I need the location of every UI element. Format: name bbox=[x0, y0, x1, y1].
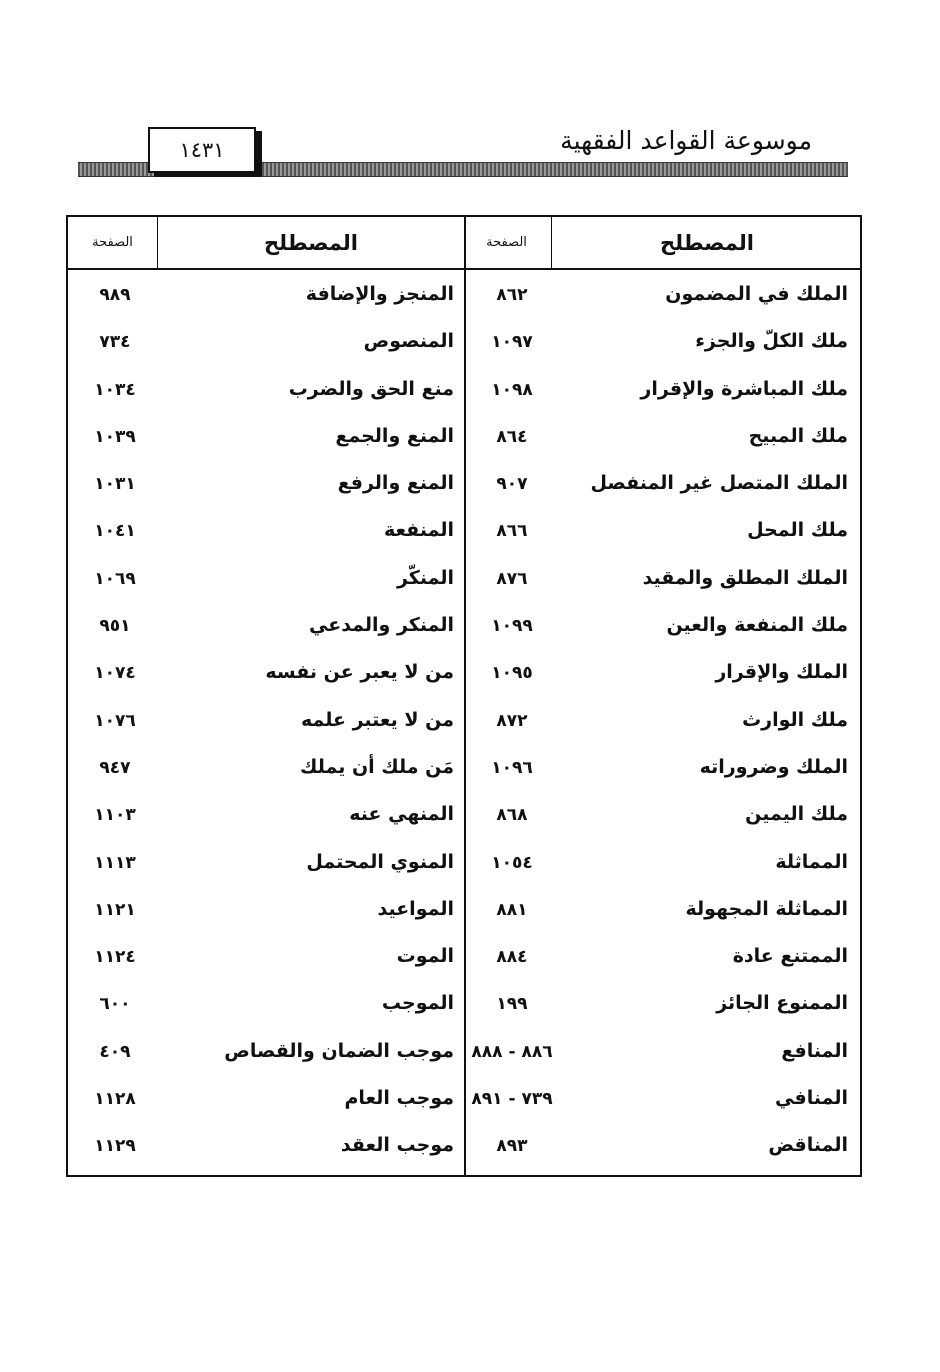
column-header bbox=[462, 217, 860, 270]
table-row bbox=[462, 890, 860, 937]
term-text: الموت bbox=[396, 945, 454, 968]
table-row bbox=[462, 511, 860, 558]
term-text: موجب العام bbox=[344, 1087, 454, 1110]
page-ref: ٩٤٧ bbox=[99, 757, 131, 778]
page-ref: ١٠٣١ bbox=[94, 474, 136, 495]
page-ref: ٦٠٠ bbox=[99, 994, 131, 1015]
page-ref: ١١٠٣ bbox=[94, 805, 136, 826]
right-column bbox=[462, 217, 860, 1175]
table-row bbox=[462, 275, 860, 322]
table-row bbox=[68, 748, 464, 795]
page-ref: ٨٦٢ bbox=[496, 285, 528, 305]
page-ref: ١٠٧٤ bbox=[94, 663, 136, 684]
page-ref: ١١١٣ bbox=[94, 852, 136, 873]
page-ref: ٧٣٩ - ٨٩١ bbox=[471, 1089, 553, 1110]
page-ref: ١٠٩٨ bbox=[491, 379, 533, 400]
term-text: منع الحق والضرب bbox=[288, 377, 454, 400]
term-text: الملك والإقرار bbox=[715, 661, 848, 684]
page-header bbox=[0, 0, 940, 200]
term-text: المنع والجمع bbox=[335, 424, 454, 447]
term-text: ملك المباشرة والإقرار bbox=[640, 377, 848, 400]
page-ref: ١٠٤١ bbox=[94, 521, 136, 542]
term-text: الملك المطلق والمقيد bbox=[642, 566, 848, 589]
page-ref: ٧٣٤ bbox=[99, 332, 131, 353]
table-row bbox=[462, 795, 860, 842]
table-row bbox=[68, 606, 464, 653]
table-row bbox=[462, 1032, 860, 1079]
term-text: موجب الضمان والقصاص bbox=[224, 1039, 454, 1062]
table-row bbox=[68, 890, 464, 937]
term-text: الموجب bbox=[381, 992, 454, 1015]
table-row bbox=[68, 464, 464, 511]
term-text: ملك المحل bbox=[747, 519, 848, 542]
page-ref: ٩٠٧ bbox=[496, 474, 528, 495]
table-row bbox=[68, 370, 464, 417]
page-ref: ١٠٣٩ bbox=[94, 426, 136, 447]
page-ref: ٨٩٣ bbox=[496, 1136, 528, 1157]
page-ref: ٨٨٤ bbox=[496, 947, 528, 968]
term-header: المصطلح bbox=[263, 230, 359, 255]
term-text: ملك اليمين bbox=[745, 803, 848, 826]
term-text: الملك وضروراته bbox=[699, 755, 848, 778]
table-row bbox=[68, 653, 464, 700]
table-row bbox=[68, 511, 464, 558]
table-row bbox=[68, 559, 464, 606]
term-text: ملك الوارث bbox=[742, 708, 848, 731]
term-text: المنع والرفع bbox=[337, 472, 454, 495]
table-row bbox=[68, 937, 464, 984]
table-row bbox=[462, 1079, 860, 1126]
page-ref: ١٠٥٤ bbox=[491, 852, 533, 873]
page-ref: ٨٦٨ bbox=[496, 805, 528, 826]
table-row bbox=[68, 984, 464, 1031]
term-text: المنكر والمدعي bbox=[309, 614, 454, 637]
table-row bbox=[68, 843, 464, 890]
page-ref: ٨٨١ bbox=[496, 899, 528, 920]
term-text: المنافع bbox=[781, 1039, 848, 1062]
table-row bbox=[462, 984, 860, 1031]
page-ref: ٨٦٦ bbox=[496, 521, 528, 542]
term-text: المنجز والإضافة bbox=[305, 283, 454, 305]
table-row bbox=[462, 417, 860, 464]
index-table bbox=[66, 215, 862, 1177]
page-header-cell: الصفحة bbox=[68, 217, 158, 268]
page-header-cell: الصفحة bbox=[462, 217, 552, 268]
term-text: المنكّر bbox=[396, 566, 454, 589]
table-row bbox=[462, 843, 860, 890]
term-text: من لا يعتبر علمه bbox=[300, 708, 454, 731]
page-ref: ٩٨٩ bbox=[99, 285, 131, 305]
page-ref: ١٠٩٧ bbox=[491, 332, 533, 353]
page-ref: ٨٨٦ - ٨٨٨ bbox=[471, 1041, 553, 1062]
left-column bbox=[68, 217, 466, 1175]
table-row bbox=[68, 1126, 464, 1173]
term-text: المنصوص bbox=[363, 330, 454, 353]
term-text: الملك المتصل غير المنفصل bbox=[590, 472, 848, 495]
page-ref: ٨٧٢ bbox=[496, 710, 528, 731]
page-ref: ١٠٦٩ bbox=[94, 568, 136, 589]
table-row bbox=[462, 701, 860, 748]
term-text: مَن ملك أن يملك bbox=[300, 755, 454, 778]
book-title: موسوعة القواعد الفقهية bbox=[560, 126, 812, 155]
page-ref: ١١٢٩ bbox=[94, 1136, 136, 1157]
left-rows bbox=[68, 275, 464, 1174]
term-text: المنهي عنه bbox=[349, 803, 454, 826]
page-ref: ١٠٣٤ bbox=[94, 379, 136, 400]
term-text: الممنوع الجائز bbox=[716, 992, 848, 1015]
table-row bbox=[68, 275, 464, 322]
term-text: من لا يعبر عن نفسه bbox=[265, 661, 454, 684]
page-number: ١٤٣١ bbox=[148, 127, 256, 173]
page-ref: ٩٥١ bbox=[99, 616, 131, 637]
term-header: المصطلح bbox=[659, 230, 755, 255]
page-ref: ١١٢٤ bbox=[94, 947, 136, 968]
term-text: ملك المبيح bbox=[748, 424, 848, 447]
page-ref: ١٠٩٥ bbox=[491, 663, 533, 684]
table-row bbox=[462, 748, 860, 795]
table-row bbox=[462, 370, 860, 417]
table-row bbox=[68, 322, 464, 369]
table-row bbox=[462, 464, 860, 511]
term-text: ملك الكلّ والجزء bbox=[695, 330, 848, 353]
table-row bbox=[68, 701, 464, 748]
page-ref: ١٩٩ bbox=[496, 994, 528, 1015]
term-text: الممتنع عادة bbox=[732, 945, 848, 968]
term-text: المواعيد bbox=[377, 897, 454, 920]
table-row bbox=[462, 322, 860, 369]
table-row bbox=[462, 559, 860, 606]
term-text: المماثلة bbox=[775, 850, 848, 873]
table-row bbox=[462, 606, 860, 653]
term-text: ملك المنفعة والعين bbox=[666, 614, 848, 637]
term-text: المناقض bbox=[768, 1134, 848, 1157]
table-row bbox=[68, 1079, 464, 1126]
page-ref: ٨٦٤ bbox=[496, 426, 528, 447]
table-row bbox=[462, 937, 860, 984]
page-ref: ٨٧٦ bbox=[496, 568, 528, 589]
table-row bbox=[68, 417, 464, 464]
term-text: الملك في المضمون bbox=[665, 283, 848, 305]
right-rows bbox=[462, 275, 860, 1174]
table-row bbox=[68, 1032, 464, 1079]
term-text: المنفعة bbox=[383, 519, 454, 542]
page-ref: ١٠٩٩ bbox=[491, 616, 533, 637]
page-ref: ١١٢١ bbox=[94, 899, 136, 920]
term-text: موجب العقد bbox=[340, 1134, 454, 1157]
table-row bbox=[68, 795, 464, 842]
table-row bbox=[462, 653, 860, 700]
page-ref: ١٠٧٦ bbox=[94, 710, 136, 731]
term-text: المنافي bbox=[775, 1087, 848, 1110]
page-ref: ٤٠٩ bbox=[99, 1041, 131, 1062]
term-text: المنوي المحتمل bbox=[306, 850, 454, 873]
column-header bbox=[68, 217, 464, 270]
page-ref: ١٠٩٦ bbox=[491, 757, 533, 778]
term-text: المماثلة المجهولة bbox=[685, 897, 848, 920]
table-row bbox=[462, 1126, 860, 1173]
page-ref: ١١٢٨ bbox=[94, 1089, 136, 1110]
